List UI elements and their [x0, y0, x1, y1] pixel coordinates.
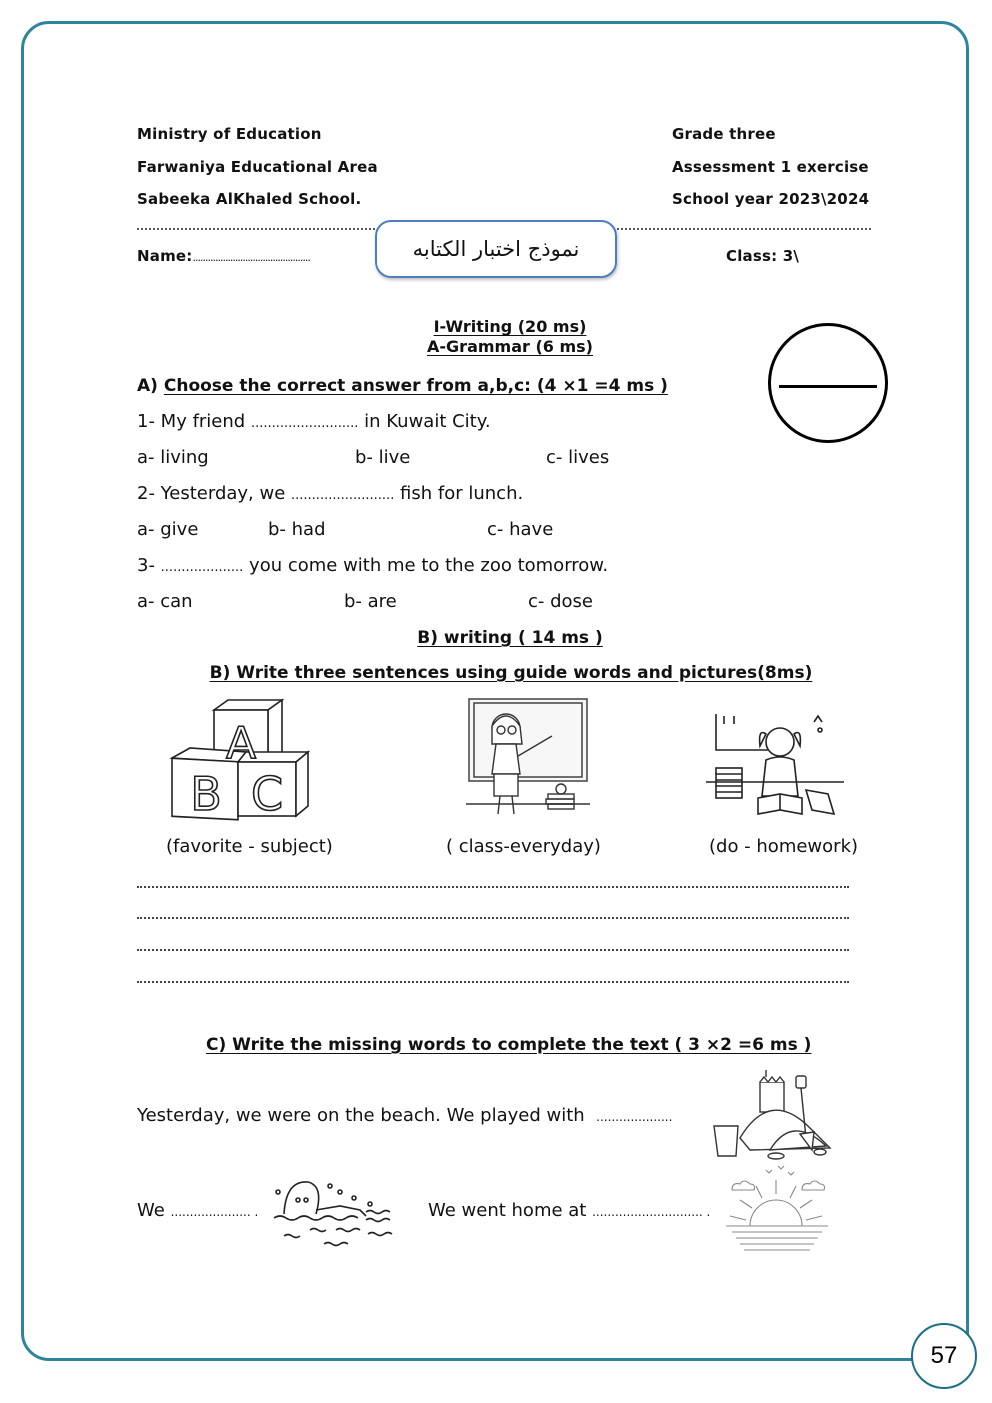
option-2a[interactable]: a- give [137, 519, 199, 540]
svg-text:A: A [225, 718, 257, 769]
option-3b[interactable]: b- are [344, 591, 397, 612]
option-3c[interactable]: c- dose [528, 591, 594, 612]
missing-word-blank-1[interactable]: .................... [596, 1110, 673, 1124]
ministry-label: Ministry of Education [137, 125, 322, 143]
svg-text:B: B [190, 767, 222, 821]
answer-blank[interactable]: ......................... [291, 488, 395, 503]
writing-section-title: I-Writing (20 ms) [433, 317, 587, 336]
name-blank[interactable]: ............................................... [192, 251, 310, 264]
answer-line-4[interactable] [137, 981, 849, 983]
question-2: 2- Yesterday, we ......................... fish for lunch. [137, 483, 524, 504]
area-label: Farwaniya Educational Area [137, 158, 378, 176]
school-year-label: School year 2023\2024 [672, 190, 870, 208]
name-field[interactable] [137, 247, 310, 265]
missing-word-blank-3[interactable]: ............................. . [592, 1205, 711, 1219]
caption-favorite-subject: (favorite - subject) [166, 836, 333, 857]
sunset-icon [722, 1160, 832, 1256]
part-b-title: B) writing ( 14 ms ) [417, 628, 603, 648]
page-number: 57 [930, 1342, 958, 1369]
grade-label: Grade three [672, 125, 776, 143]
teacher-icon [462, 696, 592, 821]
part-c-line-3: We went home at ............................. . [428, 1200, 711, 1221]
answer-line-3[interactable] [137, 949, 849, 951]
caption-do-homework: (do - homework) [709, 836, 859, 857]
score-divider [779, 385, 877, 388]
swimmer-icon [270, 1170, 406, 1250]
question-1: 1- My friend .......................... in Kuwait City. [137, 411, 491, 432]
arabic-title: نموذج اختبار الكتابه [412, 237, 580, 261]
option-3a[interactable]: a- can [137, 591, 193, 612]
option-2b[interactable]: b- had [268, 519, 326, 540]
missing-word-blank-2[interactable]: ..................... . [170, 1205, 259, 1219]
sandcastle-icon [710, 1068, 836, 1160]
answer-blank[interactable]: .......................... [250, 416, 359, 431]
svg-text:C: C [250, 767, 284, 821]
option-1b[interactable]: b- live [355, 447, 411, 468]
assessment-label: Assessment 1 exercise [672, 158, 869, 176]
grammar-section-title: A-Grammar (6 ms) [427, 337, 593, 356]
part-c-line-2: We ..................... . [137, 1200, 259, 1221]
arabic-title-box [375, 220, 617, 278]
abc-blocks-icon [166, 696, 316, 822]
question-3: 3- .................... you come with me to the zoo tomorrow. [137, 555, 609, 576]
answer-blank[interactable]: .................... [160, 560, 244, 575]
score-circle [768, 323, 888, 443]
option-1a[interactable]: a- living [137, 447, 209, 468]
girl-homework-icon [702, 710, 852, 828]
part-b-instruction: B) Write three sentences using guide words and pictures(8ms) [209, 663, 813, 683]
answer-line-2[interactable] [137, 917, 849, 919]
option-1c[interactable]: c- lives [546, 447, 610, 468]
name-label: Name: [137, 247, 193, 265]
answer-line-1[interactable] [137, 886, 849, 888]
page-number-badge [911, 1323, 977, 1389]
option-2c[interactable]: c- have [487, 519, 554, 540]
part-a-instruction: A) Choose the correct answer from a,b,c: (4 ×1 =4 ms ) [137, 376, 668, 396]
caption-class-everyday: ( class-everyday) [446, 836, 601, 857]
part-c-line-1: Yesterday, we were on the beach. We played with .................... [137, 1105, 673, 1126]
class-label: Class: 3\ [726, 247, 800, 265]
school-label: Sabeeka AlKhaled School. [137, 190, 362, 208]
part-c-instruction: C) Write the missing words to complete the text ( 3 ×2 =6 ms ) [206, 1035, 812, 1055]
